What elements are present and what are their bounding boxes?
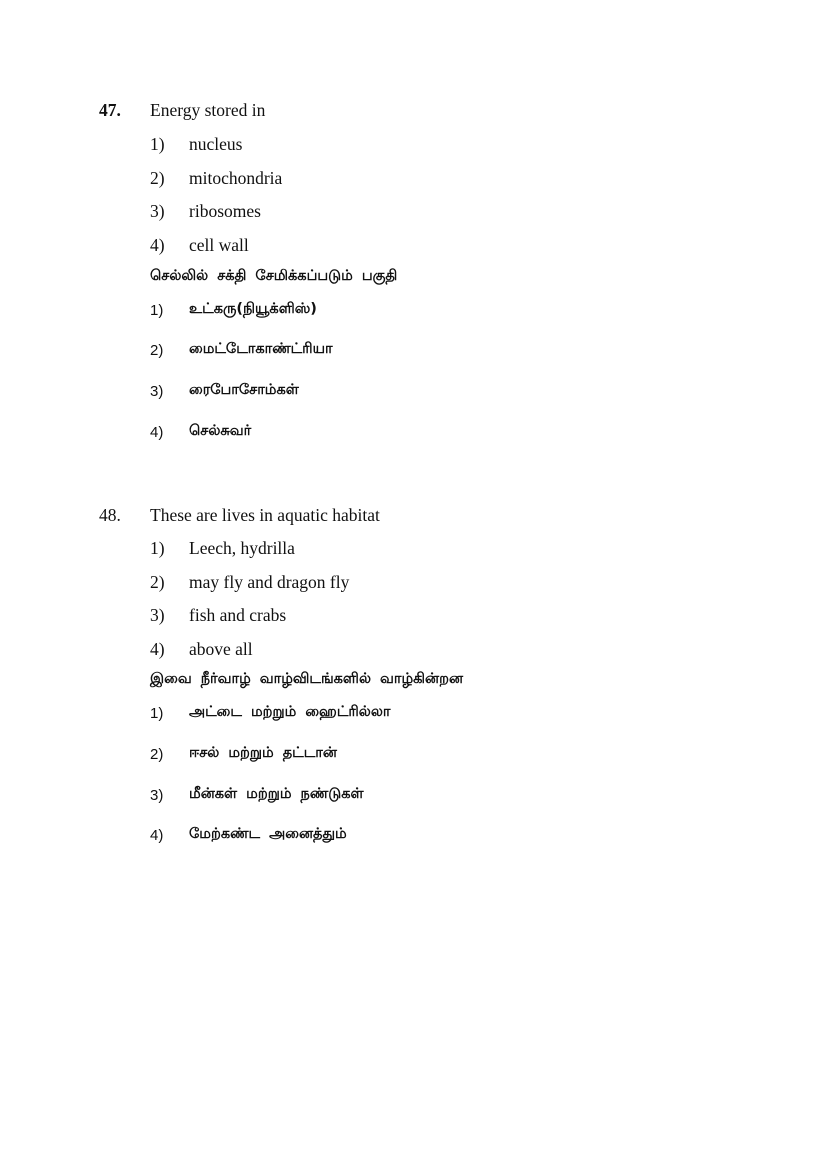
option-text: mitochondria — [189, 168, 283, 188]
question-text-tamil: இவை நீர்வாழ் வாழ்விடங்களில் வாழ்கின்றன — [150, 671, 464, 687]
question-text-english: These are lives in aquatic habitat — [150, 505, 380, 525]
option-number: 2) — [150, 342, 164, 359]
option-text-tamil: ரைபோசோம்கள் — [189, 382, 299, 398]
option-number: 4) — [150, 639, 165, 659]
option-text: above all — [189, 639, 253, 659]
option-number: 1) — [150, 302, 164, 319]
option-number: 1) — [150, 134, 165, 154]
option-number: 3) — [150, 201, 165, 221]
option-text: fish and crabs — [189, 605, 287, 625]
option-number: 4) — [150, 235, 165, 255]
question-text-english: Energy stored in — [150, 100, 266, 120]
option-number: 1) — [150, 705, 164, 722]
option-number: 2) — [150, 746, 164, 763]
option-number: 1) — [150, 538, 165, 558]
question-text-tamil: செல்லில் சக்தி சேமிக்கப்படும் பகுதி — [150, 268, 398, 284]
option-text-tamil: செல்சுவர் — [189, 423, 252, 439]
option-number: 3) — [150, 605, 165, 625]
question-number: 47. — [99, 100, 121, 120]
option-number: 4) — [150, 424, 164, 441]
option-text-tamil: உட்கரு(நியூக்ளிஸ்) — [189, 301, 317, 317]
option-text-tamil: மைட்டோகாண்ட்ரியா — [189, 341, 333, 357]
option-number: 3) — [150, 383, 164, 400]
option-text: may fly and dragon fly — [189, 572, 350, 592]
option-number: 2) — [150, 168, 165, 188]
option-text-tamil: அட்டை மற்றும் ஹைட்ரில்லா — [189, 704, 391, 720]
option-number: 4) — [150, 827, 164, 844]
option-text-tamil: மேற்கண்ட அனைத்தும் — [189, 826, 347, 842]
option-text: cell wall — [189, 235, 249, 255]
option-text: ribosomes — [189, 201, 261, 221]
option-text: nucleus — [189, 134, 243, 154]
option-text-tamil: மீன்கள் மற்றும் நண்டுகள் — [189, 786, 364, 802]
option-text: Leech, hydrilla — [189, 538, 295, 558]
option-text-tamil: ஈசல் மற்றும் தட்டான் — [189, 745, 337, 761]
option-number: 3) — [150, 787, 164, 804]
question-number: 48. — [99, 505, 121, 525]
option-number: 2) — [150, 572, 165, 592]
